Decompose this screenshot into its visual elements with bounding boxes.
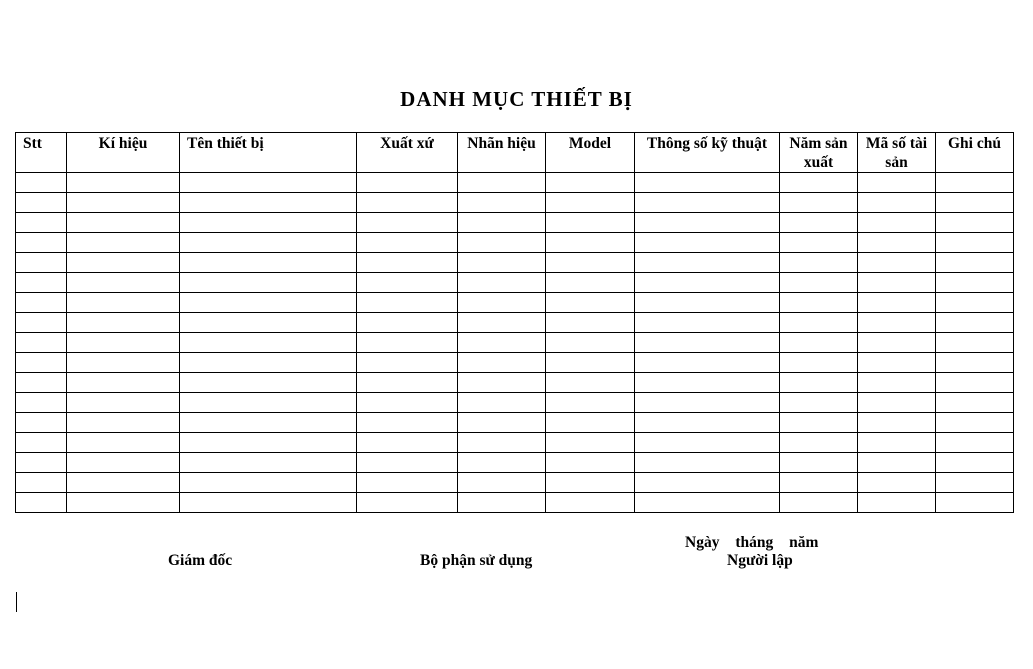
table-cell-thong-so[interactable] xyxy=(635,373,780,393)
table-cell-nhan-hieu[interactable] xyxy=(458,193,546,213)
table-cell-ten-thiet-bi[interactable] xyxy=(180,413,357,433)
table-cell-nam-san-xuat[interactable] xyxy=(780,233,858,253)
table-cell-ten-thiet-bi[interactable] xyxy=(180,453,357,473)
table-cell-ghi-chu[interactable] xyxy=(936,373,1014,393)
header-thong-so-ky-thuat: Thông số kỹ thuật xyxy=(635,133,780,173)
table-cell-ghi-chu[interactable] xyxy=(936,173,1014,193)
table-cell-model[interactable] xyxy=(546,353,635,373)
table-cell-ten-thiet-bi[interactable] xyxy=(180,193,357,213)
table-cell-model[interactable] xyxy=(546,313,635,333)
table-cell-ten-thiet-bi[interactable] xyxy=(180,273,357,293)
table-cell-ma-so-tai-san[interactable] xyxy=(858,233,936,253)
table-cell-model[interactable] xyxy=(546,293,635,313)
table-cell-ghi-chu[interactable] xyxy=(936,353,1014,373)
table-cell-ten-thiet-bi[interactable] xyxy=(180,333,357,353)
header-stt: Stt xyxy=(16,133,67,173)
table-cell-thong-so[interactable] xyxy=(635,233,780,253)
table-cell-thong-so[interactable] xyxy=(635,413,780,433)
table-row xyxy=(16,233,1014,253)
table-body xyxy=(16,173,1014,513)
table-cell-xuat-xu[interactable] xyxy=(357,233,458,253)
table-cell-model[interactable] xyxy=(546,253,635,273)
table-cell-nhan-hieu[interactable] xyxy=(458,453,546,473)
table-cell-xuat-xu[interactable] xyxy=(357,293,458,313)
table-cell-nam-san-xuat[interactable] xyxy=(780,473,858,493)
header-model: Model xyxy=(546,133,635,173)
table-cell-model[interactable] xyxy=(546,173,635,193)
table-row xyxy=(16,293,1014,313)
table-cell-nam-san-xuat[interactable] xyxy=(780,413,858,433)
table-cell-ma-so-tai-san[interactable] xyxy=(858,193,936,213)
table-cell-ma-so-tai-san[interactable] xyxy=(858,373,936,393)
table-cell-thong-so[interactable] xyxy=(635,273,780,293)
table-cell-ma-so-tai-san[interactable] xyxy=(858,393,936,413)
table-cell-xuat-xu[interactable] xyxy=(357,313,458,333)
table-cell-xuat-xu[interactable] xyxy=(357,393,458,413)
table-cell-ten-thiet-bi[interactable] xyxy=(180,313,357,333)
table-cell-ki-hieu[interactable] xyxy=(67,373,180,393)
table-cell-ghi-chu[interactable] xyxy=(936,213,1014,233)
table-cell-nam-san-xuat[interactable] xyxy=(780,313,858,333)
header-nam-san-xuat: Năm sản xuất xyxy=(780,133,858,173)
table-cell-ten-thiet-bi[interactable] xyxy=(180,213,357,233)
table-cell-xuat-xu[interactable] xyxy=(357,433,458,453)
table-cell-ki-hieu[interactable] xyxy=(67,233,180,253)
table-cell-ki-hieu[interactable] xyxy=(67,293,180,313)
table-cell-thong-so[interactable] xyxy=(635,493,780,513)
table-cell-nam-san-xuat[interactable] xyxy=(780,193,858,213)
table-cell-nhan-hieu[interactable] xyxy=(458,333,546,353)
table-cell-ma-so-tai-san[interactable] xyxy=(858,313,936,333)
table-cell-ma-so-tai-san[interactable] xyxy=(858,293,936,313)
table-cell-stt[interactable] xyxy=(16,233,67,253)
table-cell-stt[interactable] xyxy=(16,353,67,373)
table-cell-ki-hieu[interactable] xyxy=(67,433,180,453)
table-cell-ten-thiet-bi[interactable] xyxy=(180,393,357,413)
table-cell-nam-san-xuat[interactable] xyxy=(780,253,858,273)
table-cell-nam-san-xuat[interactable] xyxy=(780,433,858,453)
table-cell-nhan-hieu[interactable] xyxy=(458,213,546,233)
table-cell-thong-so[interactable] xyxy=(635,473,780,493)
header-ten-thiet-bi: Tên thiết bị xyxy=(180,133,357,173)
signature-director: Giám đốc xyxy=(168,552,233,569)
table-cell-xuat-xu[interactable] xyxy=(357,473,458,493)
table-cell-stt[interactable] xyxy=(16,173,67,193)
signature-department: Bộ phận sử dụng xyxy=(420,552,533,569)
table-cell-model[interactable] xyxy=(546,473,635,493)
table-cell-ma-so-tai-san[interactable] xyxy=(858,353,936,373)
table-cell-thong-so[interactable] xyxy=(635,313,780,333)
table-cell-model[interactable] xyxy=(546,433,635,453)
header-ma-so-tai-san: Mã số tài sản xyxy=(858,133,936,173)
table-cell-ten-thiet-bi[interactable] xyxy=(180,173,357,193)
table-cell-nhan-hieu[interactable] xyxy=(458,293,546,313)
table-cell-nam-san-xuat[interactable] xyxy=(780,393,858,413)
table-row xyxy=(16,453,1014,473)
table-cell-nhan-hieu[interactable] xyxy=(458,493,546,513)
table-row xyxy=(16,313,1014,333)
table-cell-thong-so[interactable] xyxy=(635,433,780,453)
table-row xyxy=(16,493,1014,513)
table-cell-stt[interactable] xyxy=(16,413,67,433)
table-cell-ten-thiet-bi[interactable] xyxy=(180,473,357,493)
table-cell-nhan-hieu[interactable] xyxy=(458,373,546,393)
header-xuat-xu: Xuất xứ xyxy=(357,133,458,173)
signature-prepared-by: Người lập xyxy=(727,552,793,569)
table-cell-thong-so[interactable] xyxy=(635,393,780,413)
table-cell-ghi-chu[interactable] xyxy=(936,453,1014,473)
table-cell-ten-thiet-bi[interactable] xyxy=(180,373,357,393)
table-cell-stt[interactable] xyxy=(16,313,67,333)
table-cell-model[interactable] xyxy=(546,213,635,233)
table-cell-stt[interactable] xyxy=(16,193,67,213)
table-cell-xuat-xu[interactable] xyxy=(357,193,458,213)
table-cell-ten-thiet-bi[interactable] xyxy=(180,353,357,373)
table-cell-nhan-hieu[interactable] xyxy=(458,393,546,413)
table-row xyxy=(16,413,1014,433)
table-cell-ten-thiet-bi[interactable] xyxy=(180,253,357,273)
header-ki-hieu: Kí hiệu xyxy=(67,133,180,173)
table-cell-ki-hieu[interactable] xyxy=(67,333,180,353)
table-cell-ghi-chu[interactable] xyxy=(936,273,1014,293)
table-cell-model[interactable] xyxy=(546,453,635,473)
table-cell-stt[interactable] xyxy=(16,493,67,513)
table-cell-thong-so[interactable] xyxy=(635,193,780,213)
table-cell-ma-so-tai-san[interactable] xyxy=(858,493,936,513)
table-cell-ki-hieu[interactable] xyxy=(67,473,180,493)
table-cell-thong-so[interactable] xyxy=(635,213,780,233)
table-cell-nam-san-xuat[interactable] xyxy=(780,373,858,393)
table-cell-model[interactable] xyxy=(546,193,635,213)
table-cell-stt[interactable] xyxy=(16,273,67,293)
table-cell-model[interactable] xyxy=(546,493,635,513)
table-cell-xuat-xu[interactable] xyxy=(357,253,458,273)
table-cell-thong-so[interactable] xyxy=(635,453,780,473)
table-cell-nam-san-xuat[interactable] xyxy=(780,293,858,313)
table-cell-thong-so[interactable] xyxy=(635,333,780,353)
table-cell-stt[interactable] xyxy=(16,473,67,493)
table-cell-xuat-xu[interactable] xyxy=(357,493,458,513)
table-cell-ten-thiet-bi[interactable] xyxy=(180,293,357,313)
table-cell-ma-so-tai-san[interactable] xyxy=(858,273,936,293)
table-cell-ghi-chu[interactable] xyxy=(936,193,1014,213)
table-cell-ghi-chu[interactable] xyxy=(936,333,1014,353)
table-row xyxy=(16,353,1014,373)
table-cell-ten-thiet-bi[interactable] xyxy=(180,233,357,253)
table-cell-xuat-xu[interactable] xyxy=(357,333,458,353)
table-cell-ki-hieu[interactable] xyxy=(67,413,180,433)
table-cell-stt[interactable] xyxy=(16,433,67,453)
table-cell-ki-hieu[interactable] xyxy=(67,213,180,233)
table-cell-model[interactable] xyxy=(546,413,635,433)
table-cell-ghi-chu[interactable] xyxy=(936,473,1014,493)
table-row xyxy=(16,173,1014,193)
table-cell-ma-so-tai-san[interactable] xyxy=(858,213,936,233)
table-cell-nam-san-xuat[interactable] xyxy=(780,173,858,193)
table-row xyxy=(16,373,1014,393)
table-cell-nhan-hieu[interactable] xyxy=(458,253,546,273)
table-cell-ki-hieu[interactable] xyxy=(67,253,180,273)
table-cell-nam-san-xuat[interactable] xyxy=(780,493,858,513)
table-cell-ghi-chu[interactable] xyxy=(936,393,1014,413)
table-cell-ma-so-tai-san[interactable] xyxy=(858,453,936,473)
table-row xyxy=(16,213,1014,233)
table-cell-thong-so[interactable] xyxy=(635,253,780,273)
table-cell-ten-thiet-bi[interactable] xyxy=(180,493,357,513)
table-row xyxy=(16,193,1014,213)
table-cell-ghi-chu[interactable] xyxy=(936,493,1014,513)
table-cell-nam-san-xuat[interactable] xyxy=(780,353,858,373)
table-row xyxy=(16,253,1014,273)
table-cell-stt[interactable] xyxy=(16,333,67,353)
table-cell-ma-so-tai-san[interactable] xyxy=(858,413,936,433)
table-cell-nhan-hieu[interactable] xyxy=(458,353,546,373)
table-cell-stt[interactable] xyxy=(16,453,67,473)
table-cell-ten-thiet-bi[interactable] xyxy=(180,433,357,453)
table-cell-xuat-xu[interactable] xyxy=(357,353,458,373)
table-cell-ki-hieu[interactable] xyxy=(67,313,180,333)
table-cell-nhan-hieu[interactable] xyxy=(458,233,546,253)
table-cell-model[interactable] xyxy=(546,393,635,413)
table-cell-model[interactable] xyxy=(546,373,635,393)
header-ghi-chu: Ghi chú xyxy=(936,133,1014,173)
table-cell-ghi-chu[interactable] xyxy=(936,413,1014,433)
table-cell-model[interactable] xyxy=(546,233,635,253)
text-cursor[interactable] xyxy=(16,592,17,612)
document-title: DANH MỤC THIẾT BỊ xyxy=(400,87,633,111)
table-cell-model[interactable] xyxy=(546,333,635,353)
table-cell-ma-so-tai-san[interactable] xyxy=(858,173,936,193)
table-row xyxy=(16,333,1014,353)
table-cell-ki-hieu[interactable] xyxy=(67,193,180,213)
table-cell-nhan-hieu[interactable] xyxy=(458,433,546,453)
table-cell-nhan-hieu[interactable] xyxy=(458,413,546,433)
table-cell-nhan-hieu[interactable] xyxy=(458,273,546,293)
table-cell-nhan-hieu[interactable] xyxy=(458,473,546,493)
table-cell-nhan-hieu[interactable] xyxy=(458,173,546,193)
table-cell-xuat-xu[interactable] xyxy=(357,373,458,393)
table-cell-xuat-xu[interactable] xyxy=(357,453,458,473)
table-cell-ki-hieu[interactable] xyxy=(67,453,180,473)
table-row xyxy=(16,473,1014,493)
table-cell-nam-san-xuat[interactable] xyxy=(780,453,858,473)
table-cell-ma-so-tai-san[interactable] xyxy=(858,473,936,493)
table-cell-stt[interactable] xyxy=(16,393,67,413)
table-cell-model[interactable] xyxy=(546,273,635,293)
equipment-table xyxy=(15,132,1014,513)
table-cell-ma-so-tai-san[interactable] xyxy=(858,433,936,453)
table-cell-ki-hieu[interactable] xyxy=(67,493,180,513)
table-cell-ki-hieu[interactable] xyxy=(67,173,180,193)
table-cell-ghi-chu[interactable] xyxy=(936,433,1014,453)
table-cell-ki-hieu[interactable] xyxy=(67,273,180,293)
table-cell-xuat-xu[interactable] xyxy=(357,273,458,293)
table-cell-nam-san-xuat[interactable] xyxy=(780,213,858,233)
table-cell-ki-hieu[interactable] xyxy=(67,393,180,413)
table-cell-thong-so[interactable] xyxy=(635,353,780,373)
table-cell-ki-hieu[interactable] xyxy=(67,353,180,373)
table-cell-nam-san-xuat[interactable] xyxy=(780,333,858,353)
table-cell-xuat-xu[interactable] xyxy=(357,213,458,233)
table-cell-nhan-hieu[interactable] xyxy=(458,313,546,333)
table-cell-stt[interactable] xyxy=(16,253,67,273)
table-cell-ghi-chu[interactable] xyxy=(936,233,1014,253)
table-cell-ghi-chu[interactable] xyxy=(936,313,1014,333)
table-cell-stt[interactable] xyxy=(16,373,67,393)
table-cell-stt[interactable] xyxy=(16,213,67,233)
header-nhan-hieu: Nhãn hiệu xyxy=(458,133,546,173)
table-cell-stt[interactable] xyxy=(16,293,67,313)
table-cell-xuat-xu[interactable] xyxy=(357,173,458,193)
table-cell-ma-so-tai-san[interactable] xyxy=(858,333,936,353)
table-cell-nam-san-xuat[interactable] xyxy=(780,273,858,293)
table-header-row xyxy=(16,133,1014,173)
table-row xyxy=(16,393,1014,413)
table-cell-thong-so[interactable] xyxy=(635,173,780,193)
table-cell-xuat-xu[interactable] xyxy=(357,413,458,433)
table-cell-thong-so[interactable] xyxy=(635,293,780,313)
signature-date-line: Ngày tháng năm xyxy=(685,534,819,551)
table-cell-ghi-chu[interactable] xyxy=(936,253,1014,273)
table-cell-ghi-chu[interactable] xyxy=(936,293,1014,313)
table-row xyxy=(16,433,1014,453)
table-row xyxy=(16,273,1014,293)
table-cell-ma-so-tai-san[interactable] xyxy=(858,253,936,273)
